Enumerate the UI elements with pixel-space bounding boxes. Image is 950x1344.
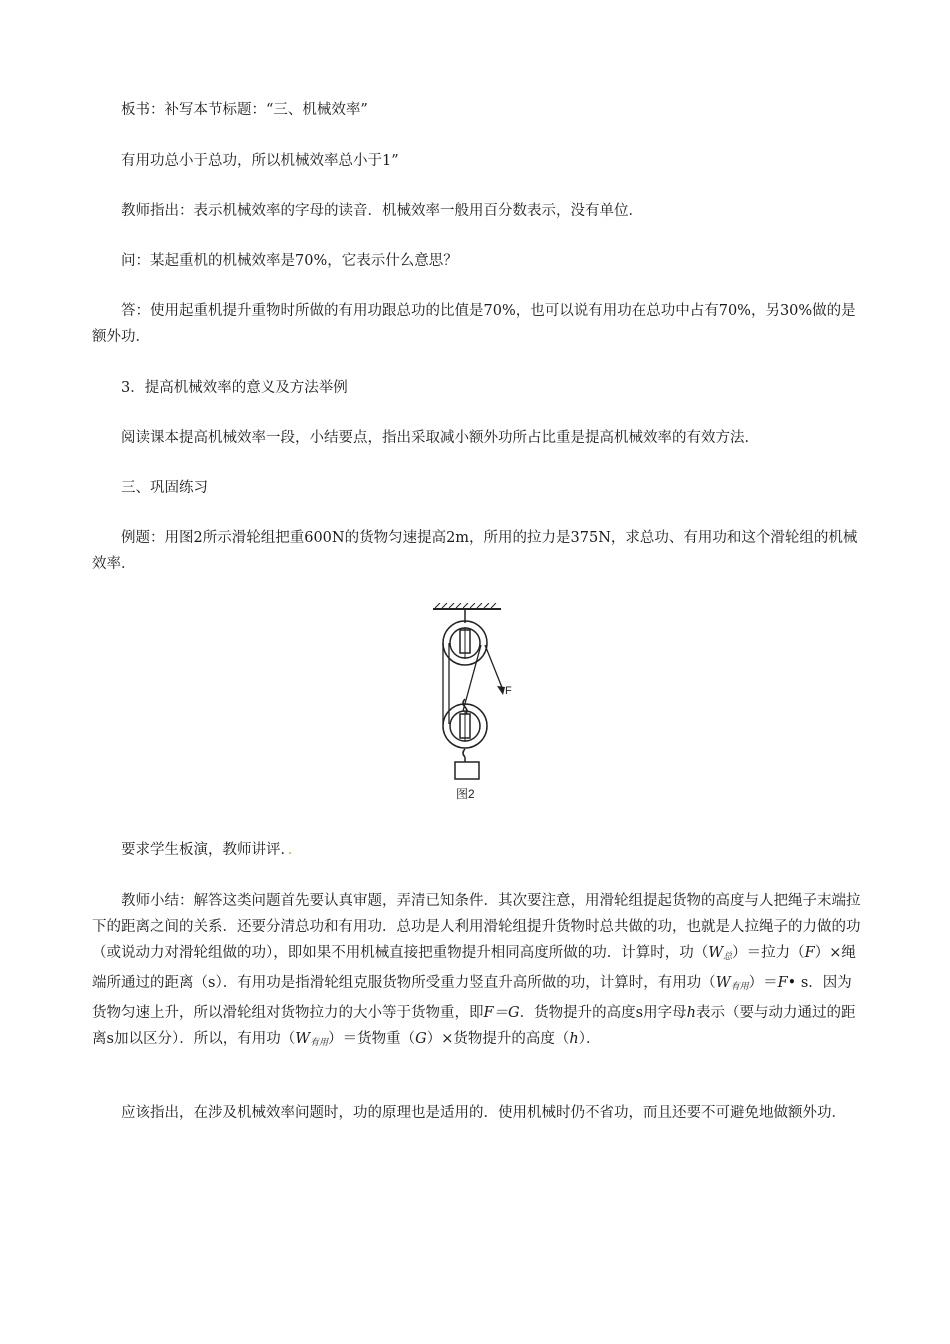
section-3-heading: 3．提高机械效率的意义及方法举例 xyxy=(121,380,348,396)
useful-work-statement: 有用功总小于总功，所以机械效率总小于1” xyxy=(121,153,399,169)
teacher-summary: 教师小结：解答这类问题首先要认真审题，弄清已知条件．其次要注意，用滑轮组提起货物的高度与人把绳子末端拉下的距离之间的关系．还要分清总功和有用功．总功是人利用滑轮组提升货物时总共做的功，也就是人拉绳子的力做的功（或说动力对滑轮组做的功），即如果不用机械直接把重物提升相同高度所做的功．计算时，功$(W_总)=$拉力（F）×绳端所通过的距离（s）．有用功是指滑轮组克服货物所受重力竖直升高所做的功，计算时，有用功$(W_{有用})=F•$ s．因为货物匀速上升，所以滑轮组对货物拉力的大小等于货物重，即F＝G．货物提升的高度s用字母h表示（要与动力通过的距离s加以区分）．所以，有用功$(W_{有用})=$货物重（G）×货物提升的高度（h）． xyxy=(92,893,861,1048)
figure-caption: 图2 xyxy=(456,787,475,801)
example-problem: 例题：用图2所示滑轮组把重600N的货物匀速提高2m，所用的拉力是375N，求总功、有用功和这个滑轮组的机械效率． xyxy=(92,530,858,572)
board-exercise-text: 要求学生板演，教师讲评． xyxy=(121,842,288,858)
pulley-system-diagram xyxy=(425,603,525,808)
teacher-point: 教师指出：表示机械效率的字母的读音．机械效率一般用百分数表示，没有单位． xyxy=(121,203,643,219)
answer: 答：使用起重机提升重物时所做的有用功跟总功的比值是70%，也可以说有用功在总功中占有70%，另30%做的是额外功． xyxy=(92,303,856,345)
reading-instruction: 阅读课本提高机械效率一段，小结要点，指出采取减小额外功所占比重是提高机械效率的有效方法． xyxy=(121,430,759,446)
practice-heading: 三、巩固练习 xyxy=(121,480,208,496)
question: 问：某起重机的机械效率是70%，它表示什么意思？ xyxy=(121,253,458,269)
board-exercise-note xyxy=(92,837,862,863)
pulley-figure xyxy=(425,603,525,808)
closing-note: 应该指出，在涉及机械效率问题时，功的原理也是适用的．使用机械时仍不省功，而且还要不可避免地做额外功． xyxy=(121,1105,846,1121)
cargo-block xyxy=(455,762,479,779)
force-label: F xyxy=(505,685,512,697)
board-note: 板书：补写本节标题：“三、机械效率” xyxy=(121,102,368,118)
highlight-dot: ． xyxy=(287,842,303,858)
